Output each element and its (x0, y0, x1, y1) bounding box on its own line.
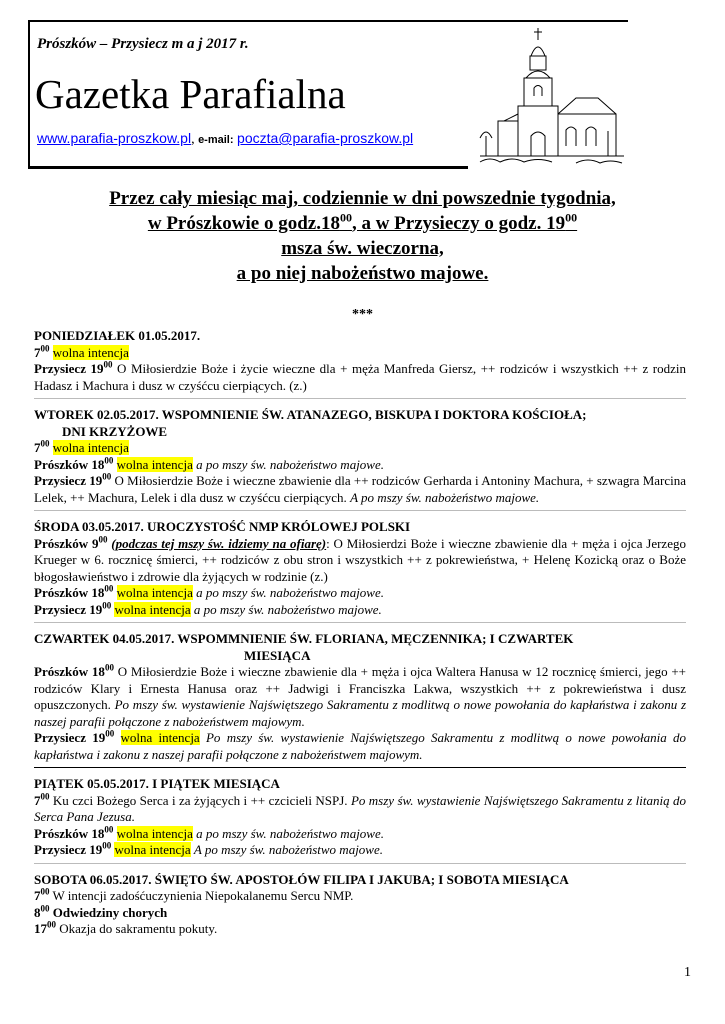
day-heading-cont: MIESIĄCA (244, 647, 311, 663)
day-heading: PIĄTEK 05.05.2017. I PIĄTEK MIESIĄCA (34, 776, 280, 791)
headline (40, 186, 685, 286)
day-thursday (34, 631, 686, 768)
header-contact: www.parafia-proszkow.pl, e-mail: poczta@parafia-proszkow.pl (37, 130, 414, 147)
day-tuesday (34, 407, 686, 511)
mass-entry: Prószków $18^{00}$ wolna intencja a po mszy św. nabożeństwo majowe. (34, 455, 384, 472)
email-label: e-mail (198, 134, 230, 146)
mass-entry: $7^{00}$ W intencji zadośćuczynienia Niepokalanemu Sercu NMP. (34, 886, 354, 903)
mass-entry: Prószków $9^{00}$ (podczas tej mszy św. idziemy na ofiarę): O Miłosierdzi Boże i wieczne zbawienie dla + męża i ojca Jerzego Krueger w 6. rocznicę śmierci, ++ rodziców z obu stron i wszystkich ++ z pokrewieństwa, + Helenę Kozicką oraz o Boże błogosławieństwo i zdrowie dla żyjących w rodzinie (z.) (34, 534, 686, 584)
page-title: Gazetka Parafialna (35, 71, 346, 117)
website-link[interactable]: www.parafia-proszkow.pl (37, 130, 192, 146)
page-number: 1 (684, 965, 691, 980)
mass-entry: Przysiecz $19^{00}$ O Miłosierdzie Boże i wieczne zbawienie dla ++ rodziców Gerharda i Antoniny Machura, + szwagra Marcina Lelek, ++ Machura, Lelek i dla dusz w czyśćcu cierpiących. A po mszy św. nabożeństwo majowe. (34, 471, 687, 505)
mass-entry: $17^{00}$ Okazja do sakramentu pokuty. (34, 919, 218, 936)
headline-line-2: w Prószkowie o $godz.18^{00}$, a w Przysieczy o godz. $19^{00}$ (147, 210, 578, 234)
day-heading-cont: DNI KRZYŻOWE (62, 423, 168, 439)
day-heading: WTOREK 02.05.2017. WSPOMNIENIE ŚW. ATANAZEGO, BISKUPA I DOKTORA KOŚCIOŁA; (34, 407, 587, 422)
day-friday (34, 776, 686, 864)
mass-entry: $7^{00}$ wolna intencja (34, 343, 129, 360)
mass-entry: Prószków $18^{00}$ wolna intencja a po mszy św. nabożeństwo majowe. (34, 824, 384, 841)
header-border-bottom (28, 166, 468, 169)
day-heading: CZWARTEK 04.05.2017. WSPOMMNIENIE ŚW. FLORIANA, MĘCZENNIKA; I CZWARTEK (34, 631, 574, 646)
mass-entry: Przysiecz $19^{00}$ wolna intencja a po mszy św. nabożeństwo majowe. (34, 600, 382, 617)
highlight-free-intention: wolna intencja (52, 344, 129, 360)
headline-line-3: msza św. wieczorna, (281, 238, 444, 259)
day-monday (34, 328, 686, 399)
email-link[interactable]: poczta@parafia-proszkow.pl (237, 130, 414, 146)
mass-entry: Prószków $18^{00}$ O Miłosierdzie Boże i wieczne zbawienie dla + męża i ojca Waltera Hanusa w 12 rocznicę śmierci, jego ++ rodziców Klary i Ernesta Hanusa oraz ++ Jadwigi i Franciszka Lakwa, wszystkich ++ z pokrewieństwa i dusz opuszczonych. Po mszy św. wystawienie Najświętszego Sakramentu z modlitwą o nowe powołania do kapłaństwa i zakonu z naszej parafii połączone z nabożeństwem majowym. (34, 662, 686, 729)
mass-entry: Przysiecz $19^{00}$ wolna intencja A po mszy św. nabożeństwo majowe. (34, 840, 383, 857)
headline-line-4: a po niej nabożeństwo majowe. (236, 263, 489, 284)
day-heading: SOBOTA 06.05.2017. ŚWIĘTO ŚW. APOSTOŁÓW FILIPA I JAKUBA; I SOBOTA MIESIĄCA (34, 871, 569, 887)
header-subtitle: Prószków – Przysiecz m a j 2017 r. (37, 36, 249, 52)
header-border-top (28, 20, 628, 22)
day-wednesday (34, 519, 686, 623)
header-border-left (28, 20, 30, 168)
mass-entry: Prószków $18^{00}$ wolna intencja a po mszy św. nabożeństwo majowe. (34, 583, 384, 600)
headline-line-1: Przez cały miesiąc maj, codziennie w dni powszednie tygodnia, (109, 188, 616, 209)
mass-entry: $8^{00}$ Odwiedziny chorych (34, 903, 168, 920)
schedule (34, 328, 686, 951)
separator-stars: *** (352, 307, 373, 322)
mass-entry: $7^{00}$ Ku czci Bożego Serca i za żyjących i ++ czcicieli NSPJ. Po mszy św. wystawienie Najświętszego Sakramentu z litanią do Serca Pana Jezusa. (34, 791, 687, 824)
mass-entry: Przysiecz $19^{00}$ O Miłosierdzie Boże i życie wieczne dla + męża Manfreda Giersz, ++ rodziców i wszystkich ++ z rodzin Hadasz i Machura i dusz w czyśćcu cierpiących. (z.) (34, 359, 686, 393)
mass-entry: Przysiecz $19^{00}$ wolna intencja Po mszy św. wystawienie Najświętszego Sakramentu z modlitwą o nowe powołania do kapłaństwa i zakonu z naszej parafii połączone z nabożeństwem majowym. (34, 728, 687, 762)
day-heading: ŚRODA 03.05.2017. UROCZYSTOŚĆ NMP KRÓLOWEJ POLSKI (34, 519, 411, 534)
church-illustration (476, 26, 626, 166)
day-heading: PONIEDZIAŁEK 01.05.2017. (34, 328, 201, 343)
day-saturday (34, 872, 686, 943)
mass-entry: $7^{00}$ wolna intencja (34, 438, 129, 455)
